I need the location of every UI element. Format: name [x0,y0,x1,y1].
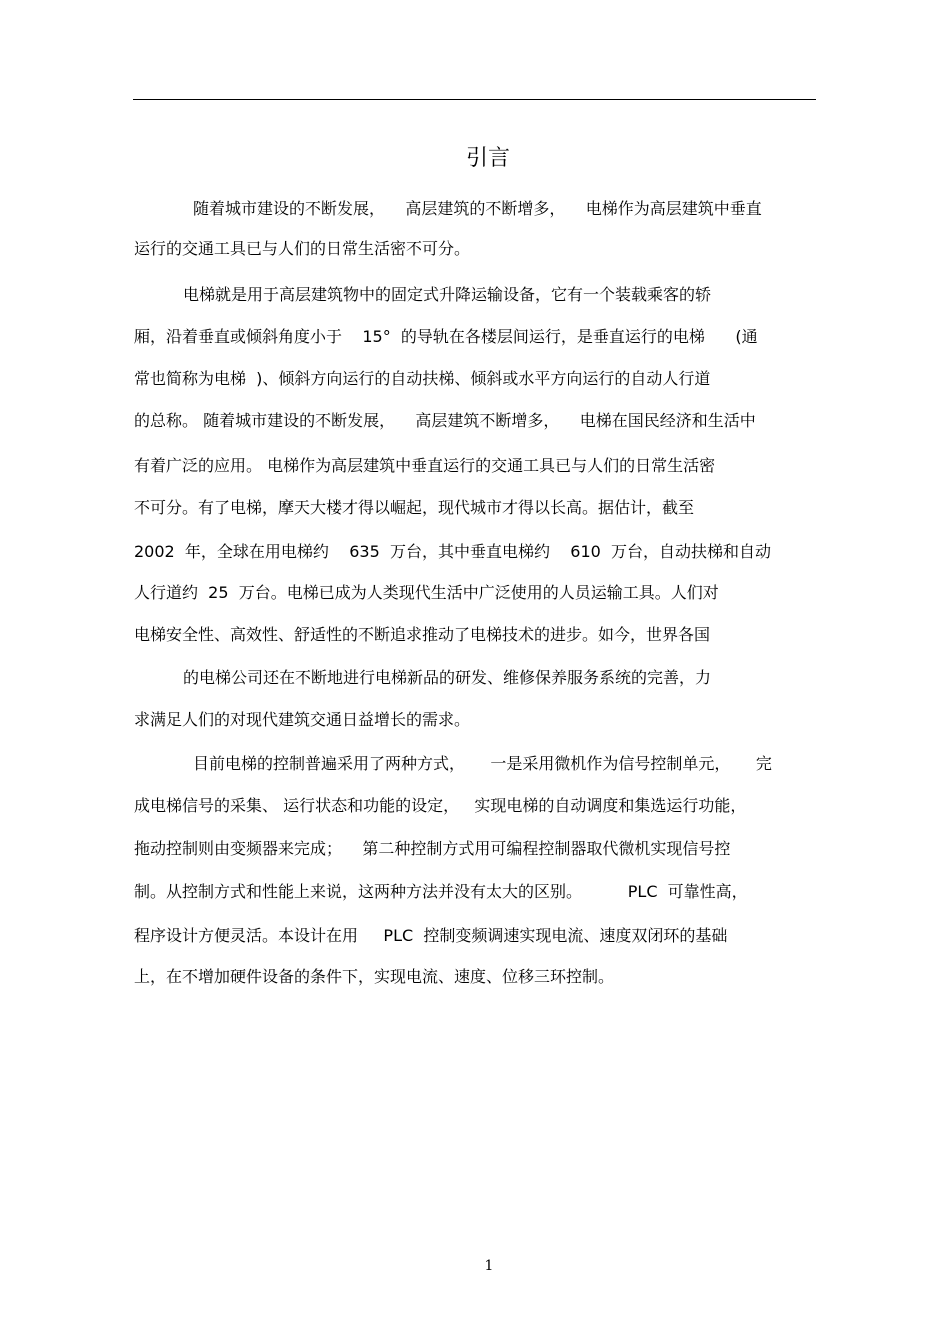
text-line: 的电梯公司还在不断地进行电梯新品的研发、维修保养服务系统的完善，力 [183,668,712,687]
text-line: 随着城市建设的不断发展， 高层建筑的不断增多， 电梯作为高层建筑中垂直 [193,199,762,218]
text-line: 常也简称为电梯 )、倾斜方向运行的自动扶梯、倾斜或水平方向运行的自动人行道 [134,369,711,388]
header-rule [133,99,816,100]
text-line: 拖动控制则由变频器来完成； 第二种控制方式用可编程控制器取代微机实现信号控 [134,839,731,858]
text-line: 的总称。 随着城市建设的不断发展， 高层建筑不断增多， 电梯在国民经济和生活中 [134,411,756,430]
text-line: 2002 年，全球在用电梯约 635 万台，其中垂直电梯约 610 万台，自动扶梯和自动 [134,542,772,561]
section-title: 引言 [465,146,510,171]
text-line: 电梯安全性、高效性、舒适性的不断追求推动了电梯技术的进步。如今，世界各国 [134,625,711,644]
text-line: 上，在不增加硬件设备的条件下，实现电流、速度、位移三环控制。 [134,967,615,986]
text-line: 不可分。有了电梯，摩天大楼才得以崛起，现代城市才得以长高。据估计，截至 [134,498,695,517]
text-line: 厢，沿着垂直或倾斜角度小于 15° 的导轨在各楼层间运行，是垂直运行的电梯 (通 [134,327,758,346]
text-line: 求满足人们的对现代建筑交通日益增长的需求。 [134,710,471,729]
text-line: 人行道约 25 万台。电梯已成为人类现代生活中广泛使用的人员运输工具。人们对 [134,583,719,602]
page-number: 1 [484,1258,494,1274]
text-line: 成电梯信号的采集、 运行状态和功能的设定， 实现电梯的自动调度和集选运行功能， [134,796,747,815]
text-line: 制。从控制方式和性能上来说，这两种方法并没有太大的区别。 PLC 可靠性高， [134,882,748,901]
text-line: 有着广泛的应用。 电梯作为高层建筑中垂直运行的交通工具已与人们的日常生活密 [134,456,716,475]
text-line: 目前电梯的控制普遍采用了两种方式， 一是采用微机作为信号控制单元， 完 [193,754,772,773]
text-line: 运行的交通工具已与人们的日常生活密不可分。 [134,239,471,258]
text-line: 程序设计方便灵活。本设计在用 PLC 控制变频调速实现电流、速度双闭环的基础 [134,926,728,945]
text-line: 电梯就是用于高层建筑物中的固定式升降运输设备，它有一个装载乘客的轿 [183,285,712,304]
